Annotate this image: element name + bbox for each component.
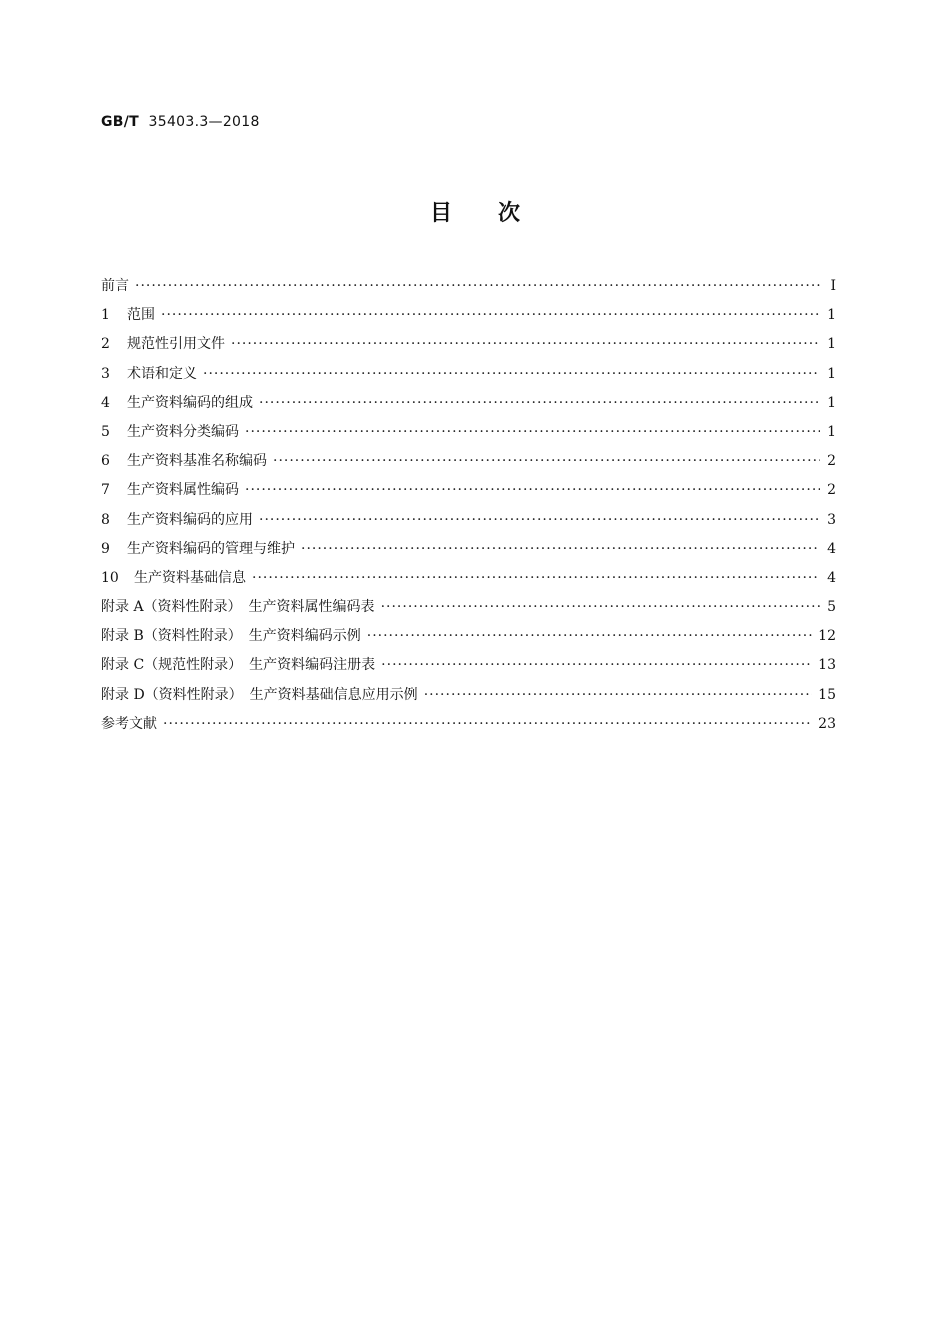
toc-entry-10[interactable]: [101, 564, 836, 593]
standard-prefix: GB/T: [101, 114, 140, 130]
toc-entry-references[interactable]: [101, 710, 836, 739]
toc-entry-page: 1: [827, 307, 836, 324]
toc-entry-appendix-b[interactable]: [101, 622, 836, 651]
toc-entry-page: Ⅰ: [830, 278, 836, 294]
toc-leader-dots: [161, 301, 820, 330]
toc-entry-number: 6: [101, 453, 110, 470]
toc-leader-dots: [381, 651, 812, 680]
toc-leader-dots: [163, 710, 812, 739]
toc-entry-page: 13: [818, 657, 836, 674]
toc-entry-label: [101, 535, 295, 564]
toc-entry-number: 7: [101, 482, 110, 499]
toc-entry-label: [101, 389, 253, 418]
toc-entry-text: 生产资料分类编码: [127, 423, 239, 440]
toc-entry-number: 1: [101, 307, 110, 324]
toc-entry-text: 生产资料基础信息: [134, 569, 246, 586]
toc-leader-dots: [301, 535, 820, 564]
toc-entry-number: 8: [101, 511, 110, 528]
toc-entry-text: 术语和定义: [127, 365, 197, 382]
toc-entry-number: 3: [101, 365, 110, 382]
toc-entry-label: [101, 330, 225, 359]
toc-entry-2[interactable]: [101, 330, 836, 359]
toc-leader-dots: [259, 389, 820, 418]
toc-entry-text: 生产资料属性编码: [127, 482, 239, 499]
toc-entry-label: [101, 564, 246, 593]
toc-entry-text: 规范性引用文件: [127, 336, 225, 353]
toc-entry-page: 4: [827, 569, 836, 586]
toc-entry-page: 5: [827, 599, 836, 616]
toc-entry-text: 生产资料编码的组成: [127, 394, 253, 411]
toc-leader-dots: [245, 418, 820, 447]
toc-entry-3[interactable]: [101, 360, 836, 389]
toc-entry-label: 前言: [101, 278, 129, 294]
toc-entry-8[interactable]: [101, 506, 836, 535]
toc-entry-text: 生产资料编码的管理与维护: [127, 540, 295, 557]
standard-number: 35403.3—2018: [148, 114, 260, 130]
toc-leader-dots: [252, 564, 820, 593]
toc-entry-page: 1: [827, 394, 836, 411]
toc-entry-text: 生产资料编码的应用: [127, 511, 253, 528]
toc-entry-label: 参考文献: [101, 715, 157, 732]
toc-entry-number: 2: [101, 336, 110, 353]
toc-entry-label: [101, 418, 239, 447]
toc-entry-appendix-d[interactable]: [101, 681, 836, 710]
toc-leader-dots: [273, 447, 820, 476]
toc-entry-1[interactable]: [101, 301, 836, 330]
toc-entry-label: 附录 B（资料性附录） 生产资料编码示例: [101, 628, 361, 645]
standard-code: [101, 114, 260, 130]
toc-entry-page: 1: [827, 423, 836, 440]
toc-entry-page: 2: [827, 482, 836, 499]
toc-leader-dots: [259, 506, 820, 535]
toc-entry-page: 3: [827, 511, 836, 528]
toc-entry-page: 1: [827, 365, 836, 382]
table-of-contents: [101, 272, 836, 739]
toc-leader-dots: [231, 330, 820, 359]
page-title: 目次: [429, 201, 566, 226]
toc-entry-appendix-a[interactable]: [101, 593, 836, 622]
toc-entry-6[interactable]: [101, 447, 836, 476]
toc-entry-9[interactable]: [101, 535, 836, 564]
toc-entry-label: [101, 447, 267, 476]
toc-entry-label: 附录 C（规范性附录） 生产资料编码注册表: [101, 657, 376, 674]
toc-entry-page: 12: [818, 628, 836, 645]
toc-entry-preface[interactable]: [101, 272, 836, 301]
toc-entry-label: 附录 A（资料性附录） 生产资料属性编码表: [101, 599, 375, 616]
toc-entry-5[interactable]: [101, 418, 836, 447]
toc-entry-page: 23: [818, 715, 836, 732]
toc-entry-page: 1: [827, 336, 836, 353]
toc-leader-dots: [424, 681, 812, 710]
toc-entry-text: 范围: [127, 307, 155, 324]
toc-entry-label: 附录 D（资料性附录） 生产资料基础信息应用示例: [101, 686, 418, 703]
toc-entry-text: 生产资料基准名称编码: [127, 453, 267, 470]
toc-leader-dots: [135, 272, 820, 301]
toc-leader-dots: [203, 360, 820, 389]
toc-entry-label: [101, 301, 155, 330]
toc-entry-4[interactable]: [101, 389, 836, 418]
toc-entry-7[interactable]: [101, 476, 836, 505]
toc-entry-number: 10: [101, 569, 119, 586]
toc-leader-dots: [245, 476, 820, 505]
toc-entry-label: [101, 476, 239, 505]
toc-entry-number: 9: [101, 540, 110, 557]
toc-leader-dots: [381, 593, 820, 622]
toc-entry-appendix-c[interactable]: [101, 651, 836, 680]
toc-entry-label: [101, 360, 197, 389]
toc-entry-page: 15: [818, 686, 836, 703]
toc-entry-number: 4: [101, 394, 110, 411]
toc-entry-page: 2: [827, 453, 836, 470]
toc-entry-number: 5: [101, 423, 110, 440]
toc-leader-dots: [367, 622, 812, 651]
toc-entry-label: [101, 506, 253, 535]
toc-entry-page: 4: [827, 540, 836, 557]
